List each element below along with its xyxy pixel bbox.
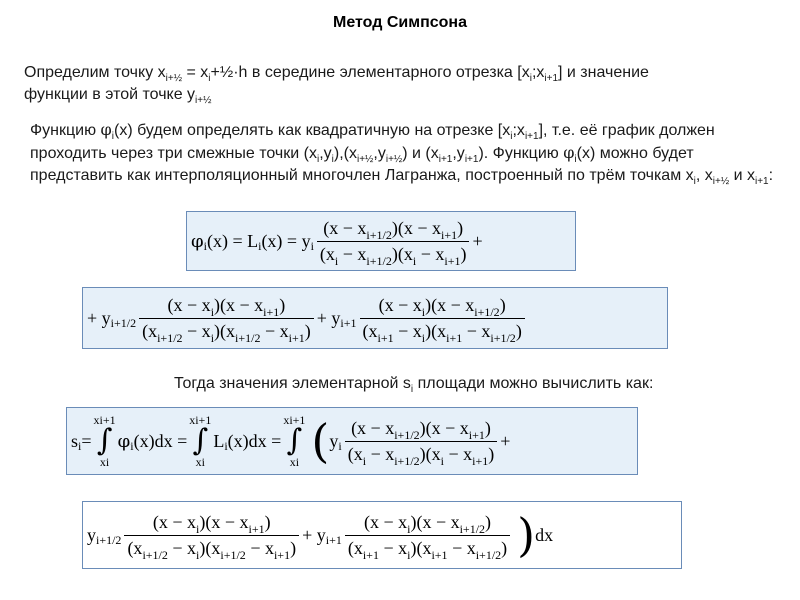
formula-lagrange-part2: + y i+1/2 $\frac{(x - x_i)(x - x_{i+1})}{(x_{i+1/2} - x_i)(x_{i+1/2} - x_{i+1})}$ + y i+1 $\frac{(x - x_i)(x - x_{i+1/2})}{(x_{i+1} - x_i)(x_{i+1} - x_{i+1/2})}$	[82, 287, 668, 349]
paragraph-area-intro: Тогда значения элементарной $s_i$ площади можно вычислить как:	[174, 375, 654, 396]
formula-area-continuation: y i+1/2 $\frac{(x - x_i)(x - x_{i+1})}{(x_{i+1/2} - x_i)(x_{i+1/2} - x_{i+1})}$ + y i+1 $\frac{(x - x_i)(x - x_{i+1/2})}{(x_{i+1} - x_i)(x_{i+1} - x_{i+1/2})}$ ) dx	[82, 501, 682, 569]
slide-title: Метод Симпсона	[333, 14, 467, 31]
paragraph-midpoint-definition: Определим точку $x_{i+\frac{1}{2}}$ = $x_i+\frac{1}{2}\cdot h$ в середине элементарного отрезка $[x_i;x_{i+1}]$ и значение функции в этой точке $y_{i+\frac{1}{2}}$	[24, 64, 649, 107]
formula-area-integral: s i = xi+1 ∫ xi φ i (x)dx = xi+1 ∫ xi L i (x)dx = xi+1 ∫ xi ( y i $\frac{(x - x_{i+1/2})(x - x_{i+1})}{(x_i - x_{i+1/2})(x_i - x_{i+1})}$ +	[66, 407, 638, 475]
paragraph-lagrange-description: Функцию $\varphi_i(x)$ будем определять как квадратичную на отрезке $[x_i;x_{i+1}]$, т.е. её график должен проходить через три смежные точки $(x_i,y_i),(x_{i+\frac{1}{2}},y_{i+\frac{1}{2}})$ и $(x_{i+1},y_{i+1})$. Функцию $\varphi_i(x)$ можно будет представить как интерполяционный многочлен Лагранжа, построенный по трём точкам $x_i$, $x_{i+\frac{1}{2}}$ и $x_{i+1}$:	[30, 120, 774, 188]
formula-lagrange-part1: φ i (x) = L i (x) = y i $\frac{(x - x_{i+1/2})(x - x_{i+1})}{(x_i - x_{i+1/2})(x_i - x_{i+1})}$ +	[186, 211, 576, 271]
